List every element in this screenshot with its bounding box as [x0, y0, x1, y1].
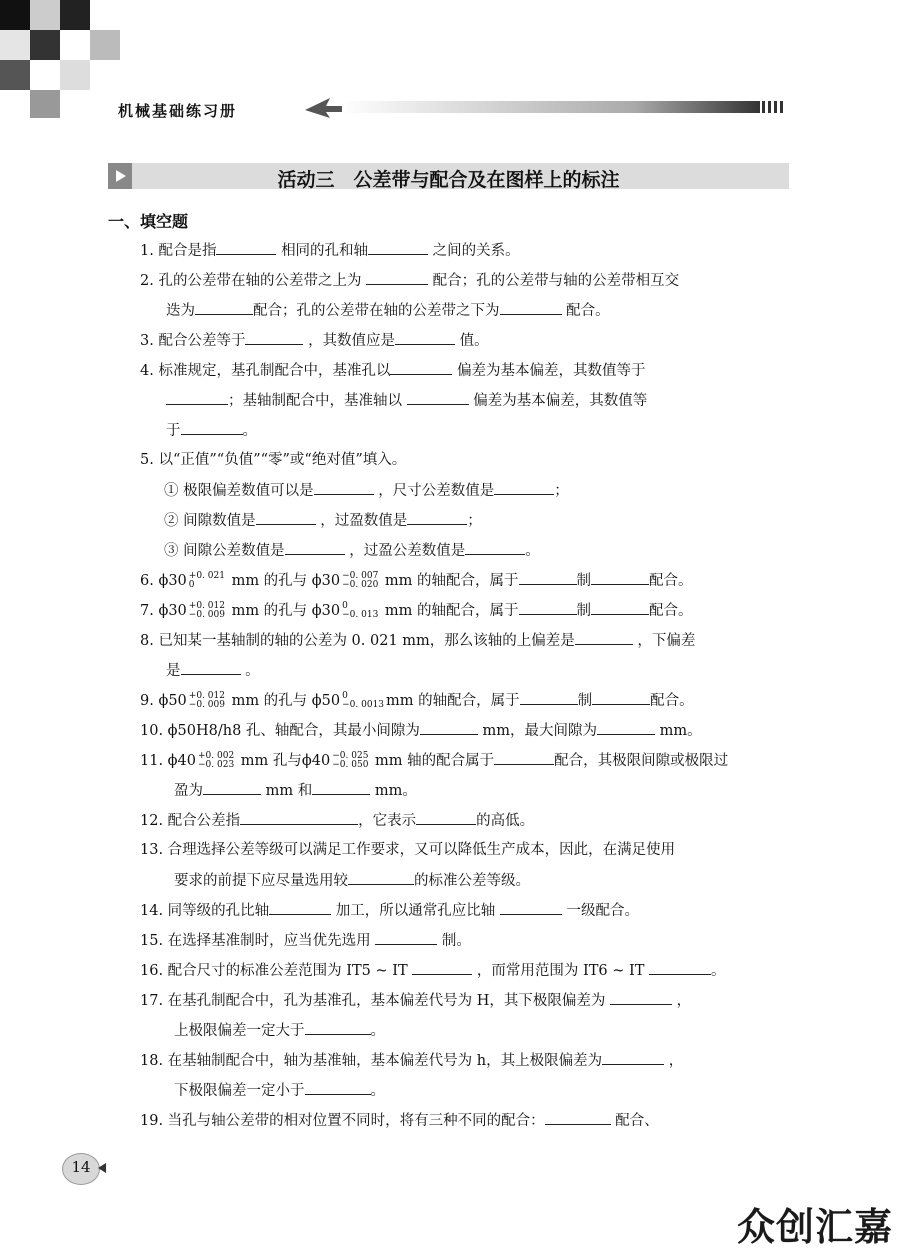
answer-blank[interactable] [348, 870, 414, 885]
question-4-line-3: 于 。 [166, 420, 257, 441]
answer-blank[interactable] [305, 1080, 371, 1095]
answer-blank[interactable] [500, 900, 562, 915]
question-6: 6. ϕ30 +0. 021 0 mm 的孔与 ϕ30 −0. 007 −0. 020 mm 的轴配合，属于 制 配合。 [140, 571, 693, 590]
activity-title: 活动三 公差带与配合及在图样上的标注 [277, 169, 620, 191]
answer-blank[interactable] [519, 570, 577, 585]
answer-blank[interactable] [245, 330, 303, 345]
answer-blank[interactable] [269, 900, 331, 915]
left-arrow-icon [98, 1163, 106, 1173]
question-3: 3. 配合公差等于 ，其数值应是 值。 [140, 330, 489, 351]
question-4-line-2: ；基轴制配合中，基准轴以 偏差为基本偏差，其数值等 [166, 390, 647, 411]
answer-blank[interactable] [575, 630, 633, 645]
answer-blank[interactable] [465, 540, 525, 555]
page-number-badge [62, 1153, 106, 1183]
watermark: 众创汇嘉 [736, 1205, 893, 1249]
question-17: 17. 在基孔制配合中，孔为基准孔，基本偏差代号为 H，其下极限偏差为 ， [140, 990, 691, 1011]
answer-blank[interactable] [420, 720, 478, 735]
question-4: 4. 标准规定，基孔制配合中，基准孔以 偏差为基本偏差，其数值等于 [140, 360, 646, 381]
answer-blank[interactable] [166, 390, 228, 405]
question-9: 9. ϕ50 +0. 012 −0. 009 mm 的孔与 ϕ50 0 −0. 0013 mm 的轴配合，属于 制 配合。 [140, 691, 694, 710]
question-5: 5. 以“正值”“负值”“零”或“绝对值”填入。 [140, 452, 407, 468]
checker-decoration [0, 0, 130, 118]
hole-tolerance: +0. 002 −0. 023 [198, 751, 235, 770]
answer-blank[interactable] [390, 360, 452, 375]
question-5-item-2: ② 间隙数值是 ，过盈数值是 ； [164, 510, 482, 531]
hole-tolerance: +0. 021 0 [188, 571, 225, 590]
answer-blank[interactable] [520, 690, 578, 705]
answer-blank[interactable] [494, 750, 554, 765]
question-12: 12. 配合公差指 ，它表示 的高低。 [140, 810, 534, 831]
question-8-line-2: 是 。 [166, 660, 260, 681]
answer-blank[interactable] [368, 240, 428, 255]
answer-blank[interactable] [500, 300, 562, 315]
page-number: 14 [71, 1158, 91, 1176]
answer-blank[interactable] [216, 240, 276, 255]
question-15: 15. 在选择基准制时，应当优先选用 制。 [140, 930, 471, 951]
answer-blank[interactable] [592, 690, 650, 705]
answer-blank[interactable] [412, 960, 472, 975]
answer-blank[interactable] [375, 930, 437, 945]
question-18: 18. 在基轴制配合中，轴为基准轴，基本偏差代号为 h，其上极限偏差为 ， [140, 1050, 683, 1071]
answer-blank[interactable] [181, 660, 241, 675]
question-19: 19. 当孔与轴公差带的相对位置不同时，将有三种不同的配合： 配合、 [140, 1110, 659, 1131]
shaft-tolerance: −0. 007 −0. 020 [342, 571, 379, 590]
answer-blank[interactable] [366, 270, 428, 285]
hole-tolerance: +0. 012 −0. 009 [188, 691, 225, 710]
answer-blank[interactable] [195, 300, 253, 315]
question-5-item-1: ① 极限偏差数值可以是 ，尺寸公差数值是 ； [164, 480, 569, 501]
answer-blank[interactable] [519, 600, 577, 615]
question-14: 14. 同等级的孔比轴 加工，所以通常孔应比轴 一级配合。 [140, 900, 639, 921]
answer-blank[interactable] [240, 810, 358, 825]
question-7: 7. ϕ30 +0. 012 −0. 009 mm 的孔与 ϕ30 0 −0. 013 mm 的轴配合，属于 制 配合。 [140, 601, 693, 620]
question-18-line-2: 下极限偏差一定小于 。 [174, 1080, 385, 1101]
header-arrow-band [300, 96, 789, 118]
answer-blank[interactable] [285, 540, 345, 555]
answer-blank[interactable] [203, 780, 261, 795]
question-16: 16. 配合尺寸的标准公差范围为 IT5 ~ IT ，而常用范围为 IT6 ~ IT 。 [140, 960, 726, 981]
answer-blank[interactable] [395, 330, 455, 345]
question-11: 11. ϕ40 +0. 002 −0. 023 mm 孔与ϕ40 −0. 025 −0. 050 mm 轴的配合属于 配合，其极限间隙或极限过 [140, 751, 729, 770]
answer-blank[interactable] [416, 810, 476, 825]
answer-blank[interactable] [602, 1050, 664, 1065]
question-2-line-2: 迭为 配合；孔的公差带在轴的公差带之下为 配合。 [166, 300, 610, 321]
answer-blank[interactable] [610, 990, 672, 1005]
question-13: 13. 合理选择公差等级可以满足工作要求，又可以降低生产成本，因此，在满足使用 [140, 842, 676, 858]
answer-blank[interactable] [256, 510, 316, 525]
answer-blank[interactable] [407, 510, 467, 525]
answer-blank[interactable] [494, 480, 554, 495]
answer-blank[interactable] [314, 480, 374, 495]
answer-blank[interactable] [181, 420, 243, 435]
answer-blank[interactable] [591, 570, 649, 585]
question-13-line-2: 要求的前提下应尽量选用较 的标准公差等级。 [174, 870, 530, 891]
book-title: 机械基础练习册 [118, 102, 238, 120]
shaft-tolerance: 0 −0. 0013 [342, 691, 385, 710]
question-11-line-2: 盈为 mm 和 mm。 [174, 780, 417, 801]
question-8: 8. 已知某一基轴制的轴的公差为 0. 021 mm，那么该轴的上偏差是 ，下偏差 [140, 630, 695, 651]
question-2: 2. 孔的公差带在轴的公差带之上为 配合；孔的公差带与轴的公差带相互交 [140, 270, 679, 291]
answer-blank[interactable] [407, 390, 469, 405]
question-10: 10. ϕ50H8/h8 孔、轴配合，其最小间隙为 mm，最大间隙为 mm。 [140, 720, 702, 741]
answer-blank[interactable] [305, 1020, 371, 1035]
answer-blank[interactable] [312, 780, 370, 795]
answer-blank[interactable] [591, 600, 649, 615]
shaft-tolerance: 0 −0. 013 [342, 601, 379, 620]
question-17-line-2: 上极限偏差一定大于 。 [174, 1020, 385, 1041]
answer-blank[interactable] [545, 1110, 611, 1125]
answer-blank[interactable] [649, 960, 711, 975]
answer-blank[interactable] [597, 720, 655, 735]
question-1: 1. 配合是指 相同的孔和轴 之间的关系。 [140, 240, 520, 261]
question-5-item-3: ③ 间隙公差数值是 ，过盈公差数值是 。 [164, 540, 540, 561]
hole-tolerance: +0. 012 −0. 009 [188, 601, 225, 620]
section-title: 一、填空题 [108, 212, 189, 231]
activity-title-bar [108, 163, 789, 189]
shaft-tolerance: −0. 025 −0. 050 [332, 751, 369, 770]
